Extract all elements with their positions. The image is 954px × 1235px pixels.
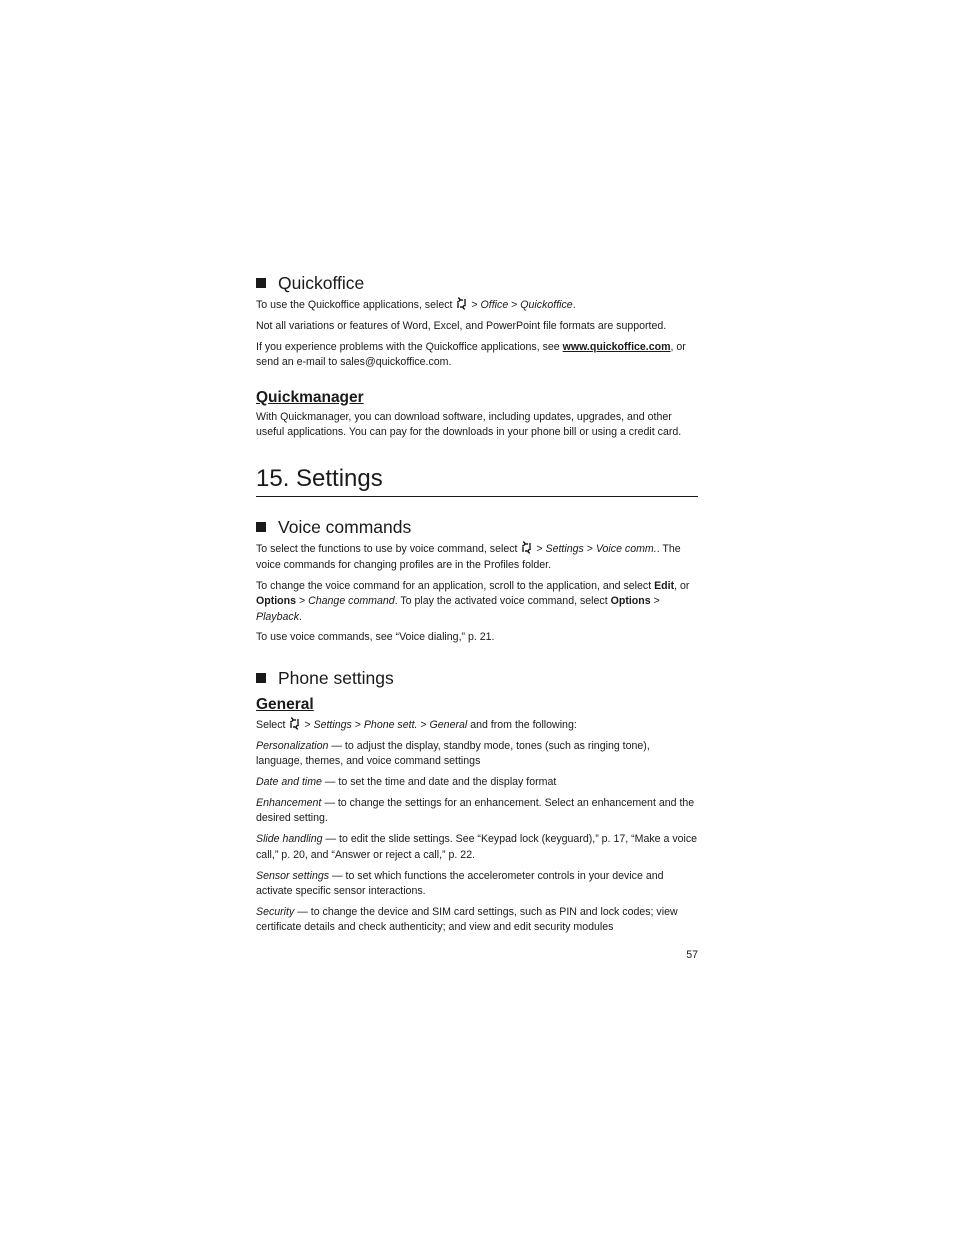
section-heading-quickoffice — [256, 272, 698, 294]
menu-path-phone-sett: Phone sett. — [363, 718, 418, 731]
text: To change the voice command for an application, scroll to the application, and select — [256, 579, 655, 592]
menu-path-settings: Settings — [313, 718, 352, 731]
general-paragraph-1 — [256, 717, 698, 733]
item-term: Enhancement — [256, 797, 322, 809]
voice-commands-paragraph-1 — [256, 541, 698, 573]
voice-commands-paragraph-3: To use voice commands, see “Voice dialing,” p. 21. — [256, 631, 495, 644]
quickoffice-heading-text: Quickoffice — [278, 273, 365, 293]
softkey-options: Options — [256, 595, 297, 608]
text: , or — [674, 579, 690, 592]
chapter-divider — [256, 496, 698, 497]
text: . To play the activated voice command, select — [394, 595, 611, 608]
item-description: — to set the time and date and the display format — [321, 776, 557, 789]
quickoffice-paragraph-2: Not all variations or features of Word, Excel, and PowerPoint file formats are supported. — [256, 319, 667, 332]
item-description: — to change the device and SIM card settings, such as PIN and lock codes; view certificate details and check authenticity; and view and edit security modules — [256, 905, 678, 934]
item-term: Sensor settings — [256, 869, 330, 882]
text: > — [417, 718, 430, 731]
menu-path-settings: Settings — [545, 543, 584, 556]
general-item — [256, 869, 698, 900]
general-item — [256, 905, 698, 936]
item-description: — to edit the slide settings. See “Keypad lock (keyguard),” p. 17, “Make a voice call,” p. 20, and “Answer or reject a call,” p. 22. — [256, 833, 698, 861]
text: > — [583, 543, 596, 556]
menu-path-general: General — [429, 718, 468, 731]
text: and from the following: — [467, 718, 577, 731]
item-description: — to set which functions the accelerometer controls in your device and activate specific sensor interactions. — [256, 869, 664, 898]
menu-path-change-command: Change command — [308, 595, 395, 608]
quickoffice-paragraph-1 — [256, 297, 698, 313]
text: > — [296, 595, 309, 608]
text: > — [471, 299, 481, 311]
text: Select — [256, 718, 286, 731]
item-description: — to adjust the display, standby mode, tones (such as ringing tone), language, themes, and voice command settings — [256, 739, 650, 768]
phone-settings-heading-text: Phone settings — [278, 667, 394, 688]
menu-path-quickoffice: Quickoffice — [520, 299, 573, 311]
general-heading: General — [256, 695, 314, 713]
menu-key-icon — [289, 717, 300, 730]
item-term: Date and time — [256, 776, 322, 789]
page-content — [256, 272, 698, 941]
text: . — [299, 610, 302, 623]
item-term: Security — [256, 905, 295, 918]
general-item — [256, 796, 698, 827]
quickoffice-link[interactable]: www.quickoffice.com — [562, 340, 671, 353]
page-number: 57 — [686, 949, 698, 961]
general-item — [256, 739, 698, 770]
menu-path-voice-comm: Voice comm. — [595, 543, 657, 556]
section-heading-phone-settings — [256, 667, 698, 689]
menu-key-icon — [521, 541, 532, 554]
text: > — [508, 299, 521, 311]
chapter-title: 15. Settings — [256, 465, 383, 493]
softkey-edit: Edit — [654, 579, 675, 592]
general-item — [256, 832, 698, 863]
text: If you experience problems with the Quickoffice applications, see — [256, 340, 563, 353]
text: To select the functions to use by voice command, select — [256, 543, 518, 556]
text: > — [304, 718, 314, 731]
text: , or send an e-mail to sales@quickoffice.com. — [256, 340, 686, 369]
quickmanager-heading: Quickmanager — [256, 388, 364, 406]
voice-commands-paragraph-2 — [256, 579, 698, 625]
text: > — [351, 718, 364, 731]
menu-path-office: Office — [480, 299, 509, 311]
quickoffice-paragraph-3 — [256, 340, 698, 371]
item-term: Slide handling — [256, 833, 323, 846]
bullet-square-icon — [256, 278, 266, 288]
menu-key-icon — [456, 297, 467, 310]
text: To use the Quickoffice applications, select — [256, 299, 453, 311]
text: > — [650, 595, 660, 608]
softkey-options: Options — [610, 595, 651, 608]
text: . The voice commands for changing profiles are in the Profiles folder. — [256, 543, 681, 571]
item-term: Personalization — [256, 739, 329, 752]
section-heading-voice-commands — [256, 516, 698, 538]
text: > — [536, 543, 546, 556]
bullet-square-icon — [256, 673, 266, 683]
menu-path-playback: Playback — [256, 610, 299, 623]
general-item — [256, 775, 698, 790]
text: . — [572, 299, 576, 311]
item-description: — to change the settings for an enhancement. Select an enhancement and the desired setting. — [256, 797, 695, 825]
bullet-square-icon — [256, 522, 266, 532]
voice-commands-heading-text: Voice commands — [278, 517, 412, 538]
quickmanager-paragraph-1: With Quickmanager, you can download software, including updates, upgrades, and other useful applications. You can pay for the downloads in your phone bill or using a credit card. — [256, 410, 682, 439]
